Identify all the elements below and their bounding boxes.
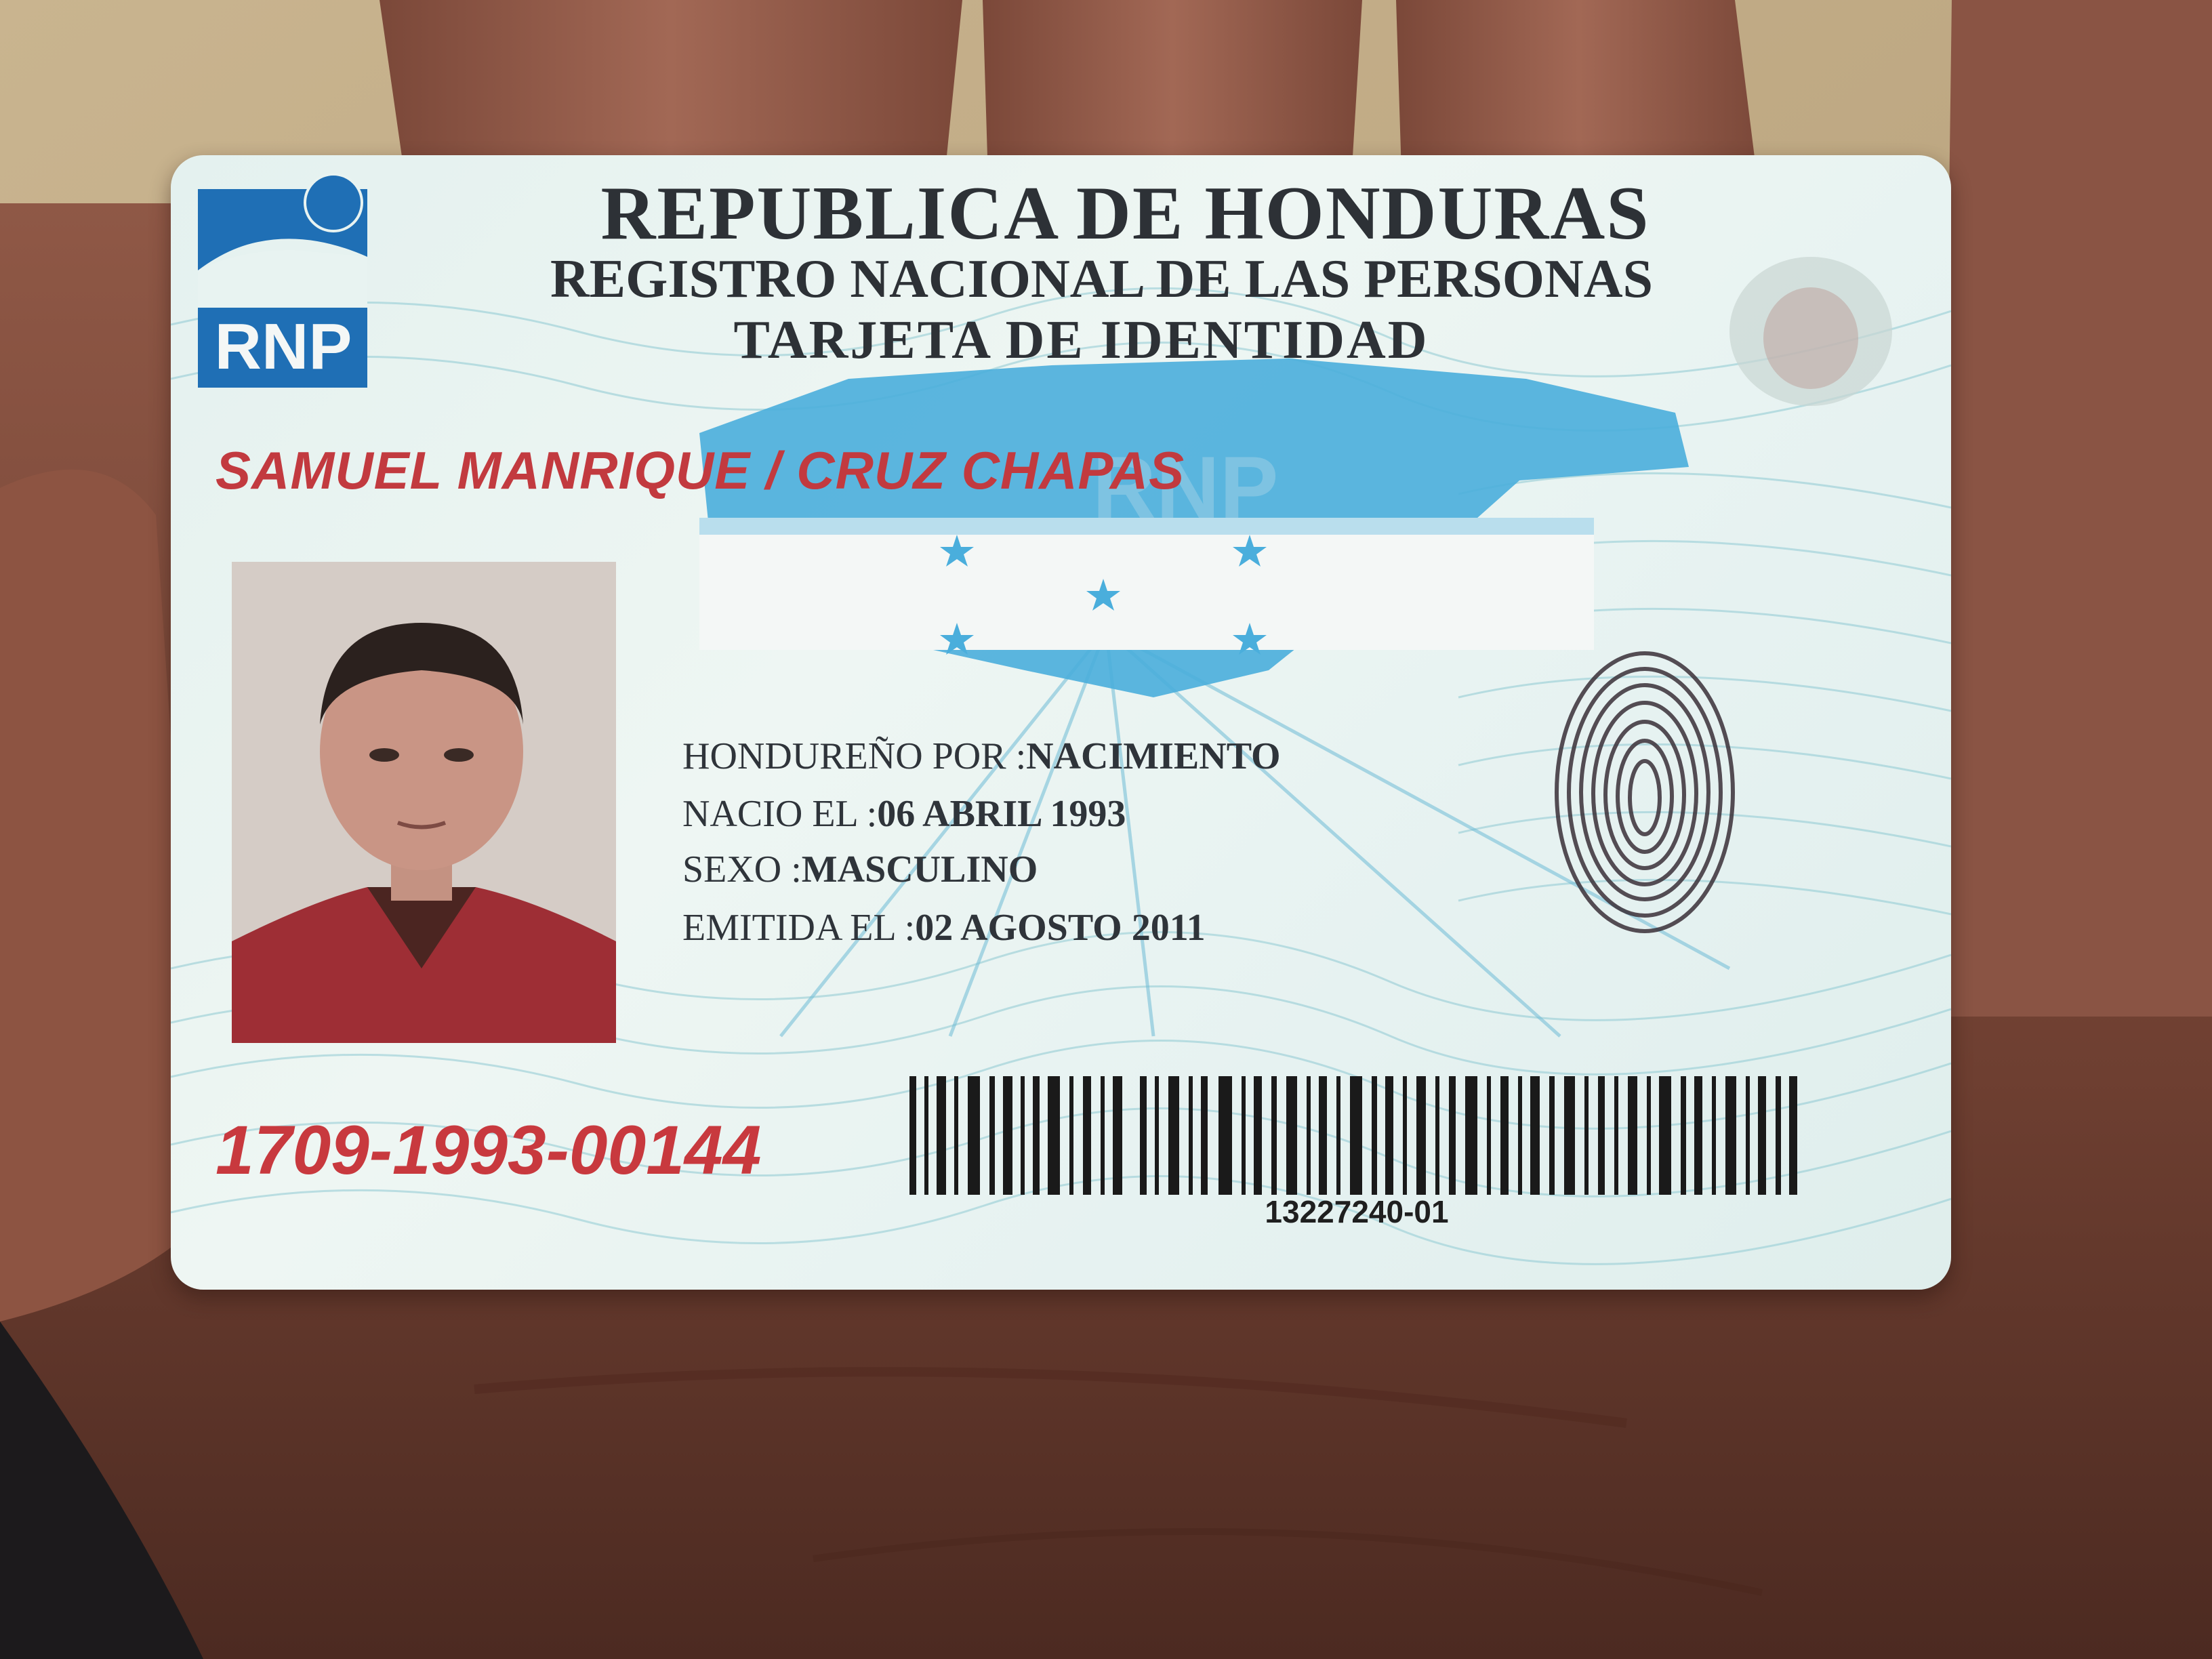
id-card: [171, 155, 1951, 1290]
birth-date-label: NACIO EL :: [682, 793, 878, 835]
agency-heading: REGISTRO NACIONAL DE LAS PERSONAS: [550, 249, 1654, 309]
rnp-watermark: RNP: [1092, 438, 1279, 537]
birth-date-value: 06 ABRIL 1993: [877, 793, 1126, 835]
barcode-number: 13227240-01: [1265, 1194, 1449, 1229]
issue-date-field: [682, 906, 1206, 949]
nationality-label: HONDUREÑO POR :: [682, 735, 1027, 777]
country-heading: REPUBLICA DE HONDURAS: [600, 171, 1650, 255]
issue-date-value: 02 AGOSTO 2011: [915, 907, 1206, 949]
sex-field: [682, 848, 1038, 891]
sex-label: SEXO :: [682, 848, 802, 890]
document-type-heading: TARJETA DE IDENTIDAD: [733, 310, 1429, 370]
nationality-value: NACIMIENTO: [1026, 735, 1281, 777]
birth-date-field: [682, 792, 1126, 836]
fingerprint-icon: [1547, 643, 1743, 941]
barcode: [909, 1076, 1797, 1195]
holder-photo: [232, 562, 616, 1043]
sex-value: MASCULINO: [801, 848, 1038, 890]
holder-name: SAMUEL MANRIQUE / CRUZ CHAPAS: [216, 441, 1185, 500]
id-number: 1709-1993-00144: [216, 1111, 762, 1189]
issue-date-label: EMITIDA EL :: [682, 907, 916, 949]
nationality-field: [682, 735, 1281, 778]
rnp-logo: RNP: [214, 310, 352, 383]
